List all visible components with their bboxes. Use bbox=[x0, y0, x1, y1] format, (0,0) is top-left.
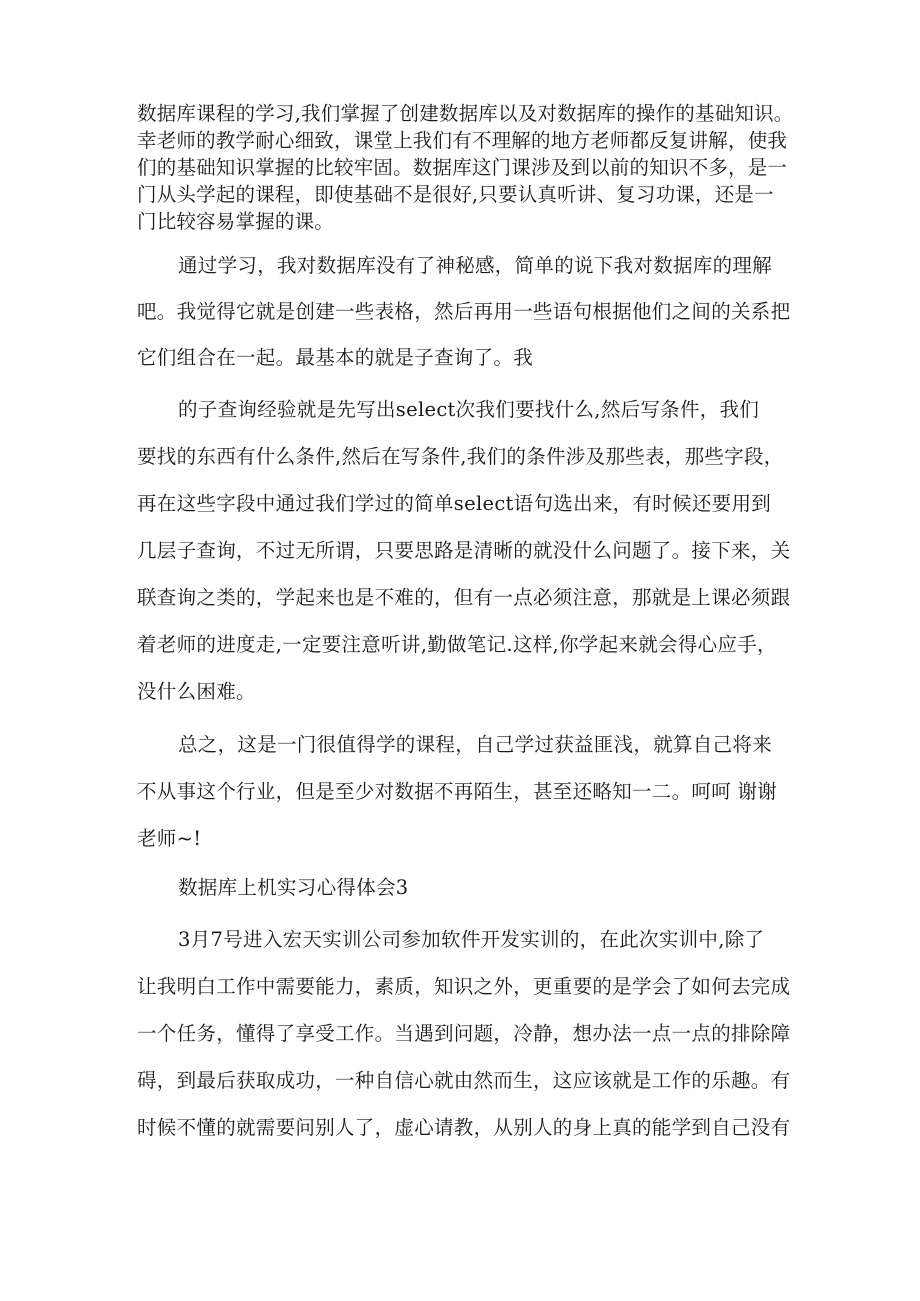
text-line: 一个任务，懂得了享受工作。当遇到问题，冷静，想办法一点一点的排除障 bbox=[137, 1022, 791, 1045]
text-line: 吧。我觉得它就是创建一些表格，然后再用一些语句根据他们之间的关系把 bbox=[137, 300, 791, 323]
text-line: 着老师的进度走,一定要注意听讲,勤做笔记.这样,你学起来就会得心应手， bbox=[137, 633, 777, 656]
text-line: 让我明白工作中需要能力，素质，知识之外，更重要的是学会了如何去完成 bbox=[137, 975, 791, 998]
text-line: 再在这些字段中通过我们学过的简单select语句选出来，有时候还要用到 bbox=[137, 492, 772, 515]
text-line: 们的基础知识掌握的比较牢固。数据库这门课涉及到以前的知识不多，是一 bbox=[137, 156, 788, 179]
section-heading: 数据库上机实习心得体会3 bbox=[178, 876, 409, 899]
text-line: 3月7号进入宏天实训公司参加软件开发实训的，在此次实训中,除了 bbox=[178, 928, 765, 951]
text-line: 老师~! bbox=[137, 827, 202, 850]
text-line: 幸老师的教学耐心细致，课堂上我们有不理解的地方老师都反复讲解，使我 bbox=[137, 129, 788, 152]
text-line: 联查询之类的，学起来也是不难的，但有一点必须注意，那就是上课必须跟 bbox=[137, 586, 791, 609]
text-line: 碍，到最后获取成功，一种自信心就由然而生，这应该就是工作的乐趣。有 bbox=[137, 1069, 791, 1092]
text-line: 的子查询经验就是先写出select次我们要找什么,然后写条件，我们 bbox=[178, 398, 760, 421]
text-line: 要找的东西有什么条件,然后在写条件,我们的条件涉及那些表，那些字段， bbox=[137, 445, 784, 468]
text-line: 它们组合在一起。最基本的就是子查询了。我 bbox=[137, 346, 534, 369]
text-line: 数据库课程的学习,我们掌握了创建数据库以及对数据库的操作的基础知识。 bbox=[137, 102, 794, 125]
text-line: 通过学习，我对数据库没有了神秘感，简单的说下我对数据库的理解 bbox=[178, 254, 773, 277]
text-line: 没什么困难。 bbox=[137, 680, 256, 703]
text-line: 总之，这是一门很值得学的课程，自己学过获益匪浅，就算自己将来 bbox=[178, 733, 773, 756]
text-line: 门比较容易掌握的课。 bbox=[137, 210, 335, 233]
text-line: 几层子查询，不过无所谓，只要思路是清晰的就没什么问题了。接下来，关 bbox=[137, 539, 791, 562]
text-line: 门从头学起的课程，即使基础不是很好,只要认真听讲、复习功课，还是一 bbox=[137, 183, 774, 206]
text-line: 时候不懂的就需要问别人了，虚心请教，从别人的身上真的能学到自己没有 bbox=[137, 1116, 791, 1139]
text-line: 不从事这个行业，但是至少对数据不再陌生，甚至还略知一二。呵呵 谢谢 bbox=[137, 780, 778, 803]
